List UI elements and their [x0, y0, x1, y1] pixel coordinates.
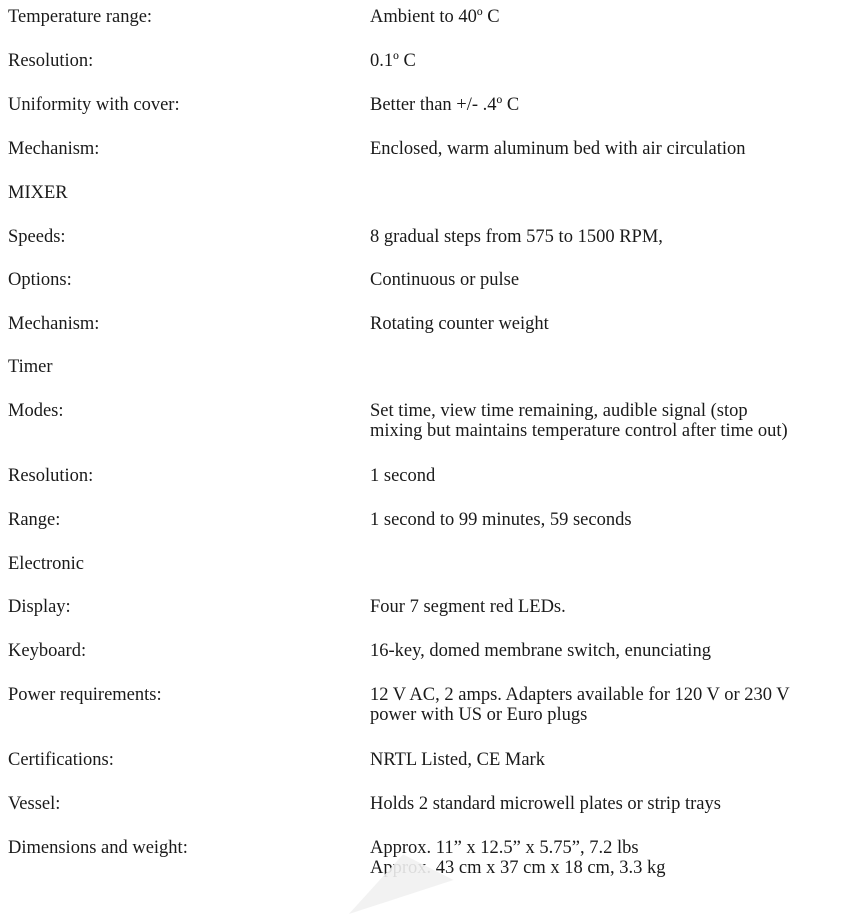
spec-label: Keyboard:: [8, 641, 87, 661]
spec-label: Modes:: [8, 401, 64, 421]
spec-value: [370, 750, 840, 770]
spec-value-line: 8 gradual steps from 575 to 1500 RPM,: [370, 227, 663, 247]
section-heading: Electronic: [8, 554, 85, 574]
spec-value-line: Ambient to 40º C: [370, 7, 500, 27]
spec-label: Uniformity with cover:: [8, 95, 180, 115]
spec-value: [370, 95, 840, 115]
spec-value-line: Continuous or pulse: [370, 270, 520, 290]
spec-value: [370, 7, 840, 27]
spec-value-line: Four 7 segment red LEDs.: [370, 597, 566, 617]
spec-value-line: Approx. 43 cm x 37 cm x 18 cm, 3.3 kg: [370, 858, 666, 878]
spec-value: [370, 227, 840, 247]
spec-value: [370, 139, 840, 159]
spec-value-line: Enclosed, warm aluminum bed with air circulation: [370, 139, 746, 159]
spec-label: Range:: [8, 510, 61, 530]
spec-value: [370, 51, 840, 71]
spec-value: [370, 641, 840, 661]
spec-label: Dimensions and weight:: [8, 838, 188, 858]
spec-label: Display:: [8, 597, 71, 617]
spec-value-line: NRTL Listed, CE Mark: [370, 750, 545, 770]
spec-value-line: Set time, view time remaining, audible signal (stop: [370, 401, 748, 421]
spec-value-line: 1 second: [370, 466, 436, 486]
spec-value-line: mixing but maintains temperature control after time out): [370, 421, 788, 441]
spec-label: Temperature range:: [8, 7, 153, 27]
spec-label: Power requirements:: [8, 685, 162, 705]
spec-value: [370, 794, 840, 814]
spec-label: Certifications:: [8, 750, 114, 770]
spec-value-line: Rotating counter weight: [370, 314, 549, 334]
section-heading: Timer: [8, 357, 53, 377]
spec-value: [370, 510, 840, 530]
spec-label: Speeds:: [8, 227, 66, 247]
spec-value: [370, 314, 840, 334]
section-heading: MIXER: [8, 183, 68, 203]
spec-value-line: power with US or Euro plugs: [370, 705, 588, 725]
spec-label: Mechanism:: [8, 139, 100, 159]
spec-label: Options:: [8, 270, 72, 290]
spec-value-line: 12 V AC, 2 amps. Adapters available for 120 V or 230 V: [370, 685, 790, 705]
spec-value-line: 16-key, domed membrane switch, enunciating: [370, 641, 711, 661]
spec-value-line: 0.1º C: [370, 51, 416, 71]
spec-value: [370, 270, 840, 290]
spec-label: Resolution:: [8, 51, 94, 71]
spec-label: Resolution:: [8, 466, 94, 486]
spec-value: [370, 401, 840, 441]
spec-value: [370, 685, 840, 725]
spec-value-line: Better than +/- .4º C: [370, 95, 520, 115]
spec-label: Mechanism:: [8, 314, 100, 334]
spec-label: Vessel:: [8, 794, 61, 814]
spec-value: [370, 466, 840, 486]
spec-value: [370, 597, 840, 617]
spec-value-line: 1 second to 99 minutes, 59 seconds: [370, 510, 632, 530]
spec-value-line: Approx. 11” x 12.5” x 5.75”, 7.2 lbs: [370, 838, 639, 858]
spec-value-line: Holds 2 standard microwell plates or strip trays: [370, 794, 721, 814]
